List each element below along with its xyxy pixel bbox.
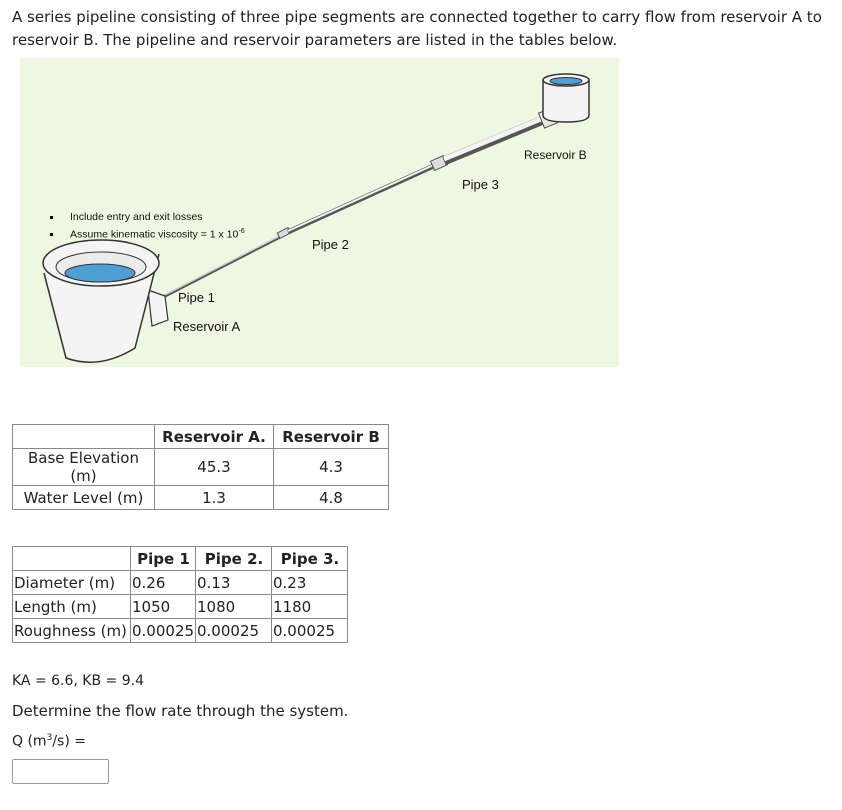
table-cell: 4.3	[274, 449, 389, 486]
table-row	[13, 486, 389, 510]
bullet-entry-exit: Include entry and exit losses	[50, 211, 203, 223]
header-cell: Reservoir B	[274, 425, 389, 449]
table-cell: 0.00025	[196, 619, 272, 643]
table-cell: 0.00025	[131, 619, 196, 643]
table-header-row	[13, 425, 389, 449]
bullet-icon	[50, 216, 53, 219]
table-cell: 1180	[272, 595, 348, 619]
header-cell: Pipe 1	[131, 547, 196, 571]
table-cell: 0.13	[196, 571, 272, 595]
table-row	[13, 619, 348, 643]
header-cell: Pipe 2.	[196, 547, 272, 571]
table-cell: 0.00025	[272, 619, 348, 643]
table-cell: 1.3	[155, 486, 274, 510]
label-reservoir-a: Reservoir A	[173, 319, 241, 334]
row-label: Roughness (m)	[13, 619, 131, 643]
label-pipe-3: Pipe 3	[462, 177, 499, 192]
table-cell: 45.3	[155, 449, 274, 486]
table-cell: 1050	[131, 595, 196, 619]
reservoir-table	[12, 424, 389, 510]
question-text: Determine the flow rate through the system.	[12, 702, 349, 720]
header-cell: Pipe 3.	[272, 547, 348, 571]
bullet-viscosity: Assume kinematic viscosity = 1 x $10^{-6}$	[50, 228, 245, 241]
table-row	[13, 571, 348, 595]
pipe-table	[12, 546, 348, 643]
label-pipe-1: Pipe 1	[178, 290, 215, 305]
flow-rate-input[interactable]	[12, 759, 109, 784]
table-cell: 4.8	[274, 486, 389, 510]
table-row	[13, 449, 389, 486]
row-label: Diameter (m)	[13, 571, 131, 595]
k-values: KA = 6.6, KB = 9.4	[12, 673, 144, 689]
row-label: Water Level (m)	[13, 486, 155, 510]
label-reservoir-b: Reservoir B	[524, 148, 587, 162]
pipeline-figure	[20, 58, 619, 367]
intro-text: A series pipeline consisting of three pipe segments are connected together to carry flow from reservoir A to reservoir B. The pipeline and reservoir parameters are listed in the tables below.	[12, 8, 822, 49]
header-cell	[13, 425, 155, 449]
table-header-row	[13, 547, 348, 571]
table-row	[13, 595, 348, 619]
header-cell: Reservoir A.	[155, 425, 274, 449]
label-pipe-2: Pipe 2	[312, 237, 349, 252]
header-cell	[13, 547, 131, 571]
bullet-icon	[50, 233, 53, 236]
answer-label: Q $(m^3/s)$ =	[12, 733, 86, 750]
row-label: Length (m)	[13, 595, 131, 619]
row-label: Base Elevation (m)	[13, 449, 155, 486]
table-cell: 0.23	[272, 571, 348, 595]
table-cell: 0.26	[131, 571, 196, 595]
table-cell: 1080	[196, 595, 272, 619]
